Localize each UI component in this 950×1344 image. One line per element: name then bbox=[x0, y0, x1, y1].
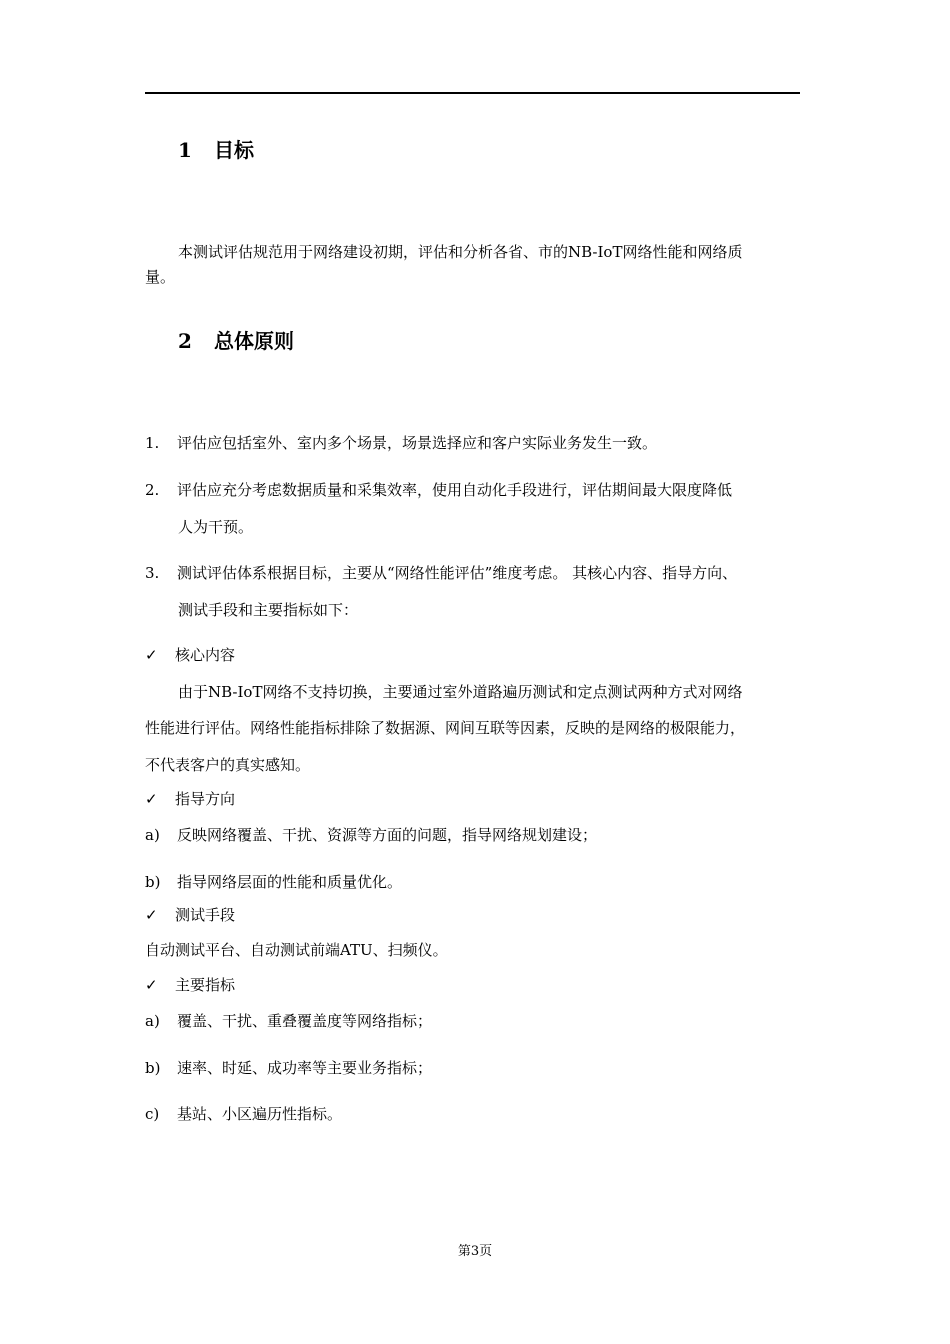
check-item-means bbox=[145, 905, 235, 925]
check-label: 主要指标 bbox=[175, 976, 236, 994]
section-heading-goal bbox=[178, 138, 254, 162]
check-label: 指导方向 bbox=[175, 790, 236, 808]
check-label: 核心内容 bbox=[175, 646, 236, 664]
section-title: 目标 bbox=[214, 138, 254, 162]
list-text: 评估应充分考虑数据质量和采集效率，使用自动化手段进行，评估期间最大限度降低 bbox=[177, 481, 733, 499]
item-marker: b) bbox=[145, 1059, 161, 1077]
means-text: 自动测试平台、自动测试前端ATU、扫频仪。 bbox=[145, 941, 448, 959]
section-number: 2 bbox=[178, 329, 192, 353]
core-paragraph-line-3: 不代表客户的真实感知。 bbox=[145, 756, 311, 774]
indicator-item-b bbox=[145, 1058, 432, 1078]
core-paragraph-line-1: 由于NB-IoT网络不支持切换，主要通过室外道路遍历测试和定点测试两种方式对网络 bbox=[178, 683, 743, 701]
item-text: 指导网络层面的性能和质量优化。 bbox=[177, 873, 403, 891]
header-rule bbox=[145, 92, 800, 94]
guidance-item-a bbox=[145, 825, 597, 845]
item-text: 基站、小区遍历性指标。 bbox=[177, 1105, 343, 1123]
core-paragraph-line-2: 性能进行评估。网络性能指标排除了数据源、网间互联等因素，反映的是网络的极限能力， bbox=[145, 719, 746, 737]
section-title: 总体原则 bbox=[214, 329, 294, 353]
item-marker: b) bbox=[145, 873, 161, 891]
list-item-2-continued: 人为干预。 bbox=[178, 518, 254, 536]
check-icon: ✓ bbox=[145, 790, 158, 808]
item-text: 速率、时延、成功率等主要业务指标； bbox=[177, 1059, 433, 1077]
check-label: 测试手段 bbox=[175, 906, 236, 924]
item-marker: c) bbox=[145, 1105, 160, 1123]
section-heading-principles bbox=[178, 329, 294, 353]
item-text: 覆盖、干扰、重叠覆盖度等网络指标； bbox=[177, 1012, 433, 1030]
check-icon: ✓ bbox=[145, 646, 158, 664]
indicator-item-c bbox=[145, 1104, 342, 1124]
list-text: 测试评估体系根据目标，主要从“网络性能评估”维度考虑。 其核心内容、指导方向、 bbox=[177, 564, 738, 582]
list-item-1 bbox=[145, 433, 657, 453]
item-marker: a) bbox=[145, 1012, 160, 1030]
item-text: 反映网络覆盖、干扰、资源等方面的问题，指导网络规划建设； bbox=[177, 826, 598, 844]
guidance-item-b bbox=[145, 872, 402, 892]
page-number: 第3页 bbox=[457, 1244, 493, 1259]
list-number: 3. bbox=[145, 564, 160, 582]
list-text: 评估应包括室外、室内多个场景，场景选择应和客户实际业务发生一致。 bbox=[177, 434, 658, 452]
goal-paragraph-line-2: 量。 bbox=[145, 268, 176, 286]
list-item-2 bbox=[145, 480, 732, 500]
check-icon: ✓ bbox=[145, 906, 158, 924]
check-icon: ✓ bbox=[145, 976, 158, 994]
indicator-item-a bbox=[145, 1011, 432, 1031]
section-number: 1 bbox=[178, 138, 192, 162]
check-item-guidance bbox=[145, 789, 235, 809]
list-number: 1. bbox=[145, 434, 160, 452]
list-item-3 bbox=[145, 563, 737, 583]
goal-paragraph-line-1: 本测试评估规范用于网络建设初期，评估和分析各省、市的NB-IoT网络性能和网络质 bbox=[178, 243, 743, 261]
list-number: 2. bbox=[145, 481, 160, 499]
check-item-indicators bbox=[145, 975, 235, 995]
check-item-core bbox=[145, 645, 235, 665]
item-marker: a) bbox=[145, 826, 160, 844]
list-item-3-continued: 测试手段和主要指标如下： bbox=[178, 601, 359, 619]
